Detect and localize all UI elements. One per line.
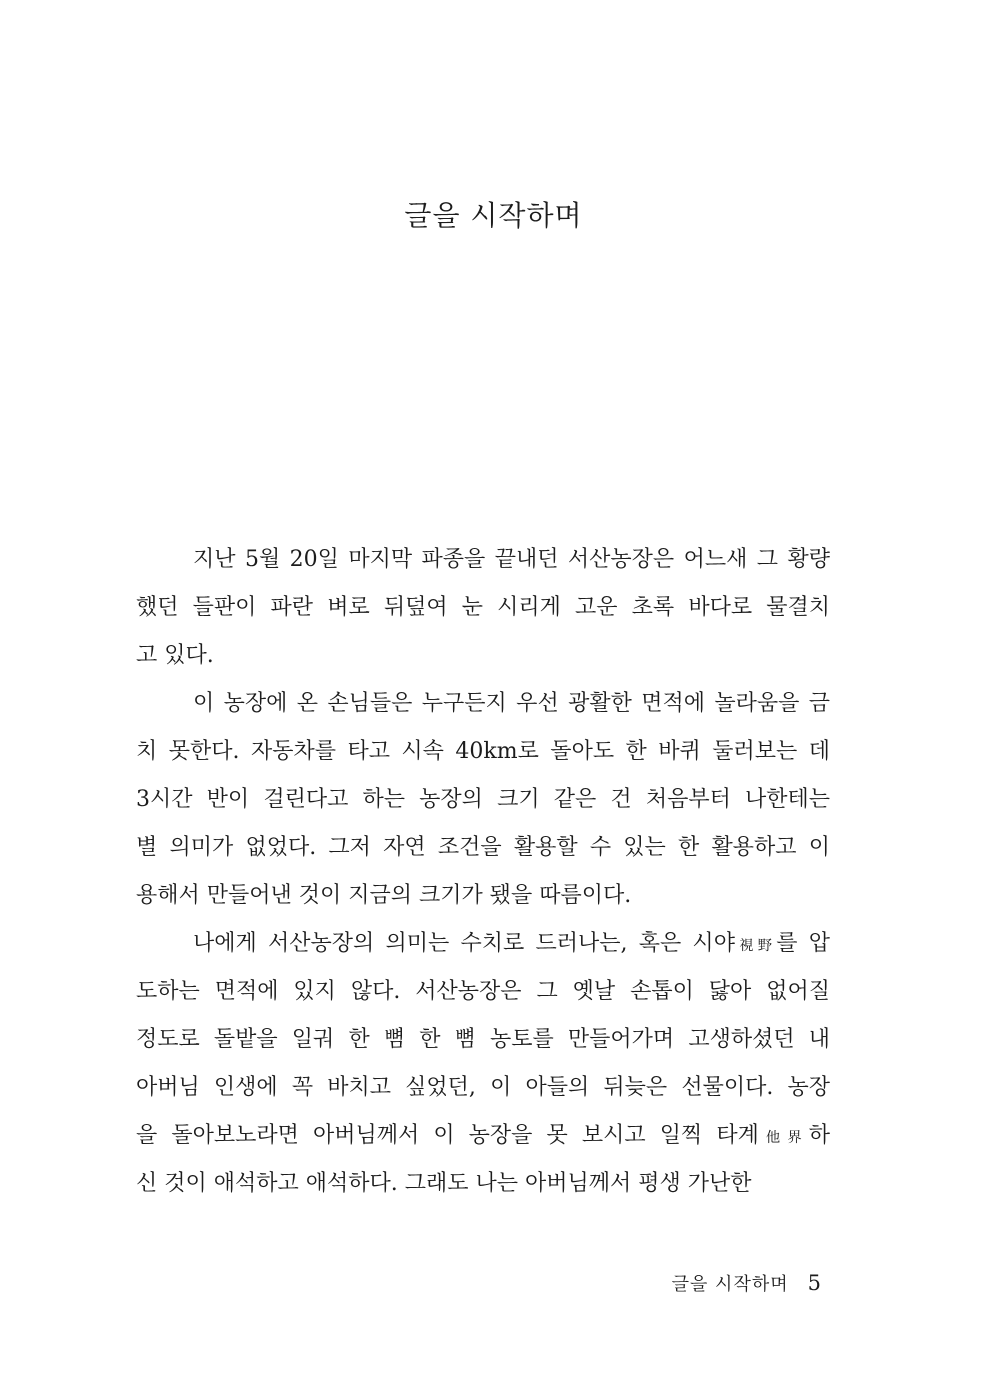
chapter-title: 글을 시작하며 — [404, 199, 583, 232]
hanja-annotation: 他界 — [758, 1130, 809, 1146]
body-line: 도하는 면적에 있지 않다. 서산농장은 그 옛날 손톱이 닳아 없어질 — [136, 979, 830, 1004]
body-text — [136, 536, 830, 1208]
body-line: 나에게 서산농장의 의미는 수치로 드러나는, 혹은 시야視野를 압 — [193, 931, 830, 956]
body-line: 이 농장에 온 손님들은 누구든지 우선 광활한 면적에 놀라움을 금 — [193, 691, 830, 716]
hanja-annotation: 視野 — [734, 938, 777, 954]
body-line: 아버님 인생에 꼭 바치고 싶었던, 이 아들의 뒤늦은 선물이다. 농장 — [136, 1075, 830, 1100]
body-line: 용해서 만들어낸 것이 지금의 크기가 됐을 따름이다. — [136, 883, 632, 908]
footer-running-title: 글을 시작하며 — [671, 1274, 789, 1295]
footer-page-number: 5 — [807, 1271, 821, 1295]
body-line: 신 것이 애석하고 애석하다. 그래도 나는 아버님께서 평생 가난한 — [136, 1171, 752, 1196]
body-line: 3시간 반이 걸린다고 하는 농장의 크기 같은 건 처음부터 나한테는 — [136, 787, 830, 812]
body-line: 고 있다. — [136, 643, 214, 668]
body-line: 을 돌아보노라면 아버님께서 이 농장을 못 보시고 일찍 타계他界하 — [136, 1123, 830, 1148]
body-line: 치 못한다. 자동차를 타고 시속 40km로 돌아도 한 바퀴 둘러보는 데 — [136, 739, 830, 764]
body-line: 했던 들판이 파란 벼로 뒤덮여 눈 시리게 고운 초록 바다로 물결치 — [136, 595, 830, 620]
body-line: 별 의미가 없었다. 그저 자연 조건을 활용할 수 있는 한 활용하고 이 — [136, 835, 830, 860]
body-line: 지난 5월 20일 마지막 파종을 끝내던 서산농장은 어느새 그 황량 — [193, 547, 830, 572]
body-line: 정도로 돌밭을 일궈 한 뼘 한 뼘 농토를 만들어가며 고생하셨던 내 — [136, 1027, 830, 1052]
running-footer — [672, 1270, 821, 1298]
